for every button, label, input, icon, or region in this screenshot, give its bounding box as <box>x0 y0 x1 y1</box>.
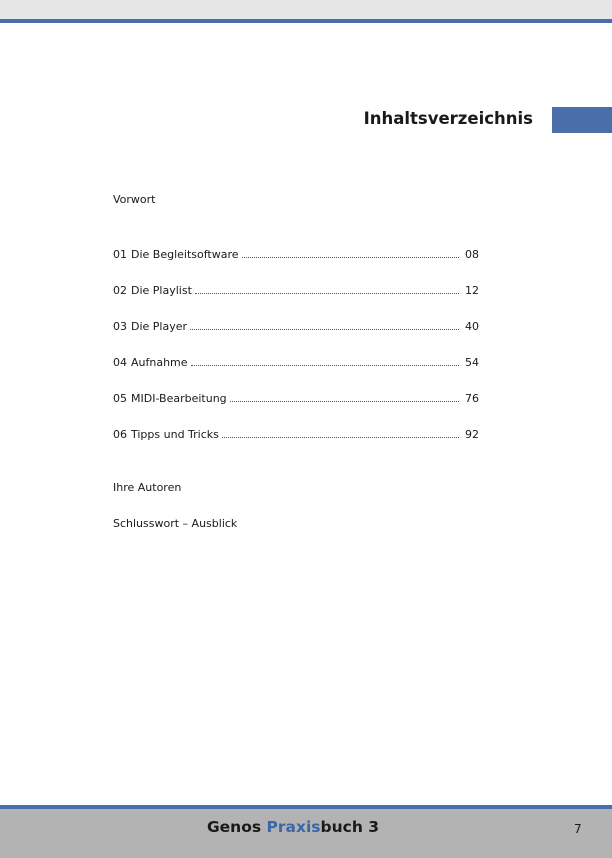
dot-leader <box>190 328 459 330</box>
chapter-title: Die Player <box>131 320 188 333</box>
dot-leader <box>195 292 459 294</box>
toc-entry-authors: Ihre Autoren <box>113 481 182 494</box>
footer-book-title <box>0 818 586 836</box>
toc-row <box>113 283 477 297</box>
toc-row <box>113 247 477 261</box>
footer-title-accent: Praxis <box>266 818 321 836</box>
footer-title-prefix: Genos <box>206 818 267 836</box>
chapter-number: 01 <box>113 248 127 261</box>
chapter-page: 76 <box>465 392 479 405</box>
chapter-number: 04 <box>113 356 127 369</box>
chapter-number: 06 <box>113 428 127 441</box>
toc-row <box>113 427 477 441</box>
page-title: Inhaltsverzeichnis <box>363 109 533 128</box>
footer-title-suffix: buch 3 <box>320 818 380 836</box>
chapter-page: 92 <box>465 428 479 441</box>
toc-row <box>113 319 477 333</box>
chapter-page: 12 <box>465 284 479 297</box>
chapter-number: 03 <box>113 320 127 333</box>
toc-row <box>113 355 477 369</box>
chapter-title: Die Playlist <box>131 284 192 297</box>
dot-leader <box>191 364 459 366</box>
chapter-page: 08 <box>465 248 479 261</box>
chapter-number: 05 <box>113 392 127 405</box>
dot-leader <box>222 436 459 438</box>
chapter-title: Tipps und Tricks <box>131 428 219 441</box>
chapter-page: 54 <box>465 356 479 369</box>
toc-row <box>113 391 477 405</box>
dot-leader <box>230 400 459 402</box>
section-tab-marker <box>552 107 612 133</box>
header-band <box>0 0 612 19</box>
chapter-title: Die Begleitsoftware <box>131 248 239 261</box>
header-rule <box>0 19 612 23</box>
toc-entry-closing: Schlusswort – Ausblick <box>113 517 238 530</box>
chapter-title: MIDI-Bearbeitung <box>131 392 227 405</box>
chapter-page: 40 <box>465 320 479 333</box>
page-number: 7 <box>574 822 582 836</box>
chapter-title: Aufnahme <box>131 356 188 369</box>
dot-leader <box>242 256 459 258</box>
chapter-number: 02 <box>113 284 127 297</box>
toc-entry-vorwort: Vorwort <box>113 193 156 206</box>
